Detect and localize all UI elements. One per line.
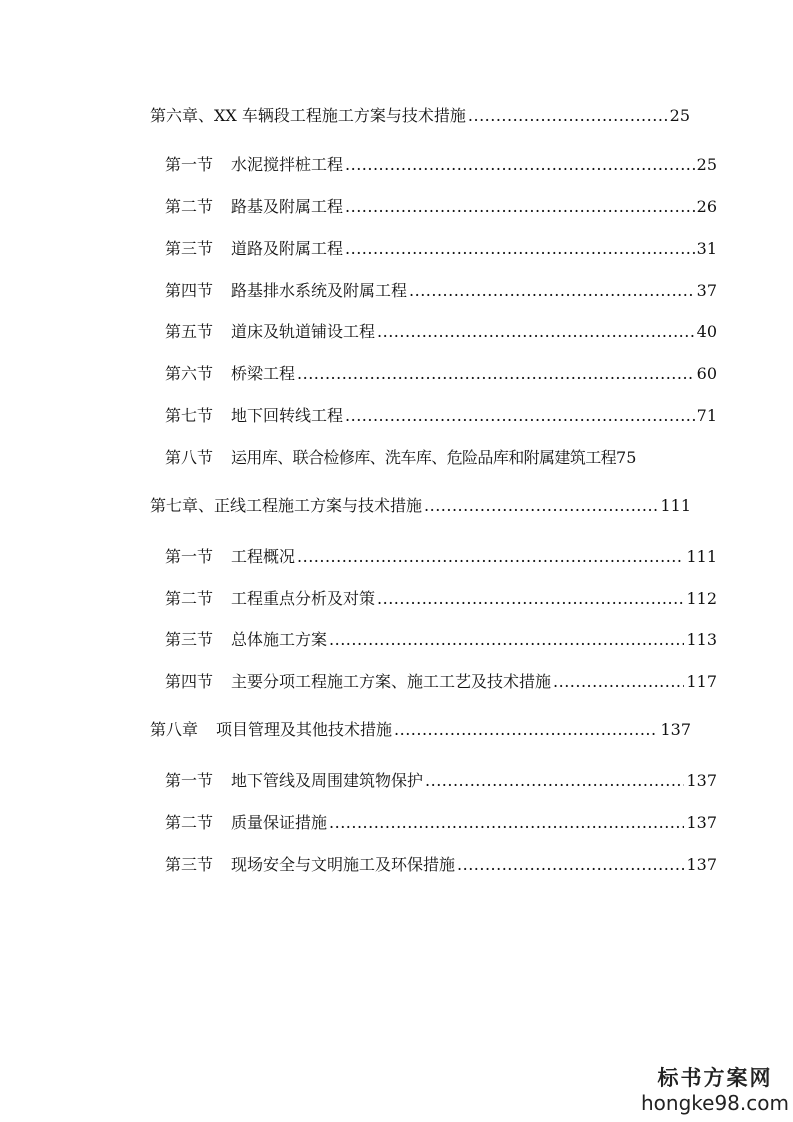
dot-leader (425, 771, 684, 791)
toc-page-number: 75 (616, 448, 637, 467)
toc-label: 第四节 (165, 281, 214, 300)
toc-page-number: 111 (686, 547, 717, 566)
dot-leader (345, 197, 695, 217)
dot-leader (329, 630, 684, 650)
toc-label: 第六章、 (150, 106, 215, 125)
toc-label: 第二节 (165, 813, 214, 832)
watermark-url: hongke98.com (641, 1091, 789, 1115)
toc-section[interactable] (165, 547, 717, 567)
toc-section[interactable] (165, 155, 717, 175)
toc-label: 第四节 (165, 672, 214, 691)
toc-section[interactable] (165, 364, 717, 384)
toc-label: 第七节 (165, 406, 214, 425)
dot-leader (377, 322, 695, 342)
toc-page-number: 40 (696, 322, 717, 341)
toc-title: 工程重点分析及对策 (231, 589, 376, 608)
toc-section[interactable] (165, 406, 717, 426)
toc-page-number: 26 (696, 197, 717, 216)
toc-title: 正线工程施工方案与技术措施 (214, 496, 423, 515)
toc-label: 第一节 (165, 771, 214, 790)
toc-section[interactable] (165, 855, 717, 875)
toc-title: 主要分项工程施工方案、施工工艺及技术措施 (231, 672, 552, 691)
toc-title: 质量保证措施 (231, 813, 328, 832)
toc-label: 第二节 (165, 197, 214, 216)
toc-title: 水泥搅拌桩工程 (231, 155, 344, 174)
toc-section[interactable] (165, 239, 717, 259)
toc-label: 第八章 (150, 720, 199, 739)
toc-section[interactable] (165, 630, 717, 650)
toc-page-number: 111 (660, 496, 691, 515)
toc-section[interactable] (165, 281, 717, 301)
toc-page-number: 113 (686, 630, 717, 649)
dot-leader (457, 855, 684, 875)
toc-section[interactable] (165, 771, 717, 791)
toc-chapter-8[interactable] (150, 720, 691, 740)
dot-leader (468, 106, 668, 126)
toc-section[interactable] (165, 813, 717, 833)
toc-label: 第五节 (165, 322, 214, 341)
toc-label: 第六节 (165, 364, 214, 383)
toc-chapter-7[interactable] (150, 496, 691, 516)
toc-title: 路基排水系统及附属工程 (231, 281, 408, 300)
toc-title: 运用库、联合检修库、洗车库、危险品库和附属建筑工程 (231, 448, 617, 467)
toc-page-number: 137 (686, 813, 717, 832)
toc-page-number: 25 (669, 106, 690, 125)
dot-leader (553, 672, 684, 692)
toc-title: 路基及附属工程 (231, 197, 344, 216)
toc-label: 第一节 (165, 547, 214, 566)
dot-leader (329, 813, 684, 833)
toc-page-number: 117 (686, 672, 717, 691)
dot-leader (424, 496, 658, 516)
toc-page-number: 60 (696, 364, 717, 383)
toc-title: XX 车辆段工程施工方案与技术措施 (214, 106, 466, 125)
toc-section[interactable] (165, 197, 717, 217)
site-watermark (640, 1066, 790, 1114)
watermark-name: 标书方案网 (657, 1065, 773, 1090)
dot-leader (409, 281, 695, 301)
toc-label: 第七章、 (150, 496, 215, 515)
toc-page-number: 137 (686, 855, 717, 874)
toc-page-number: 112 (686, 589, 717, 608)
toc-title: 现场安全与文明施工及环保措施 (231, 855, 456, 874)
toc-label: 第一节 (165, 155, 214, 174)
toc-title: 地下回转线工程 (231, 406, 344, 425)
toc-chapter-6[interactable] (150, 106, 690, 126)
dot-leader (345, 406, 695, 426)
dot-leader (377, 589, 684, 609)
toc-label: 第八节 (165, 448, 214, 467)
toc-title: 工程概况 (231, 547, 296, 566)
toc-label: 第二节 (165, 589, 214, 608)
toc-title: 桥梁工程 (231, 364, 296, 383)
toc-page-number: 31 (696, 239, 717, 258)
toc-title: 地下管线及周围建筑物保护 (231, 771, 424, 790)
dot-leader (297, 364, 695, 384)
toc-section[interactable] (165, 448, 721, 468)
dot-leader (394, 720, 658, 740)
toc-title: 道路及附属工程 (231, 239, 344, 258)
toc-title: 项目管理及其他技术措施 (216, 720, 393, 739)
dot-leader (345, 155, 695, 175)
toc-section[interactable] (165, 589, 717, 609)
toc-section[interactable] (165, 322, 717, 342)
toc-label: 第三节 (165, 630, 214, 649)
toc-page-number: 37 (696, 281, 717, 300)
toc-page-number: 71 (696, 406, 717, 425)
toc-title: 总体施工方案 (231, 630, 328, 649)
dot-leader (297, 547, 684, 567)
toc-page-number: 25 (696, 155, 717, 174)
toc-page-number: 137 (660, 720, 691, 739)
toc-title: 道床及轨道铺设工程 (231, 322, 376, 341)
toc-label: 第三节 (165, 239, 214, 258)
dot-leader (345, 239, 695, 259)
toc-label: 第三节 (165, 855, 214, 874)
toc-page-number: 137 (686, 771, 717, 790)
toc-section[interactable] (165, 672, 717, 692)
